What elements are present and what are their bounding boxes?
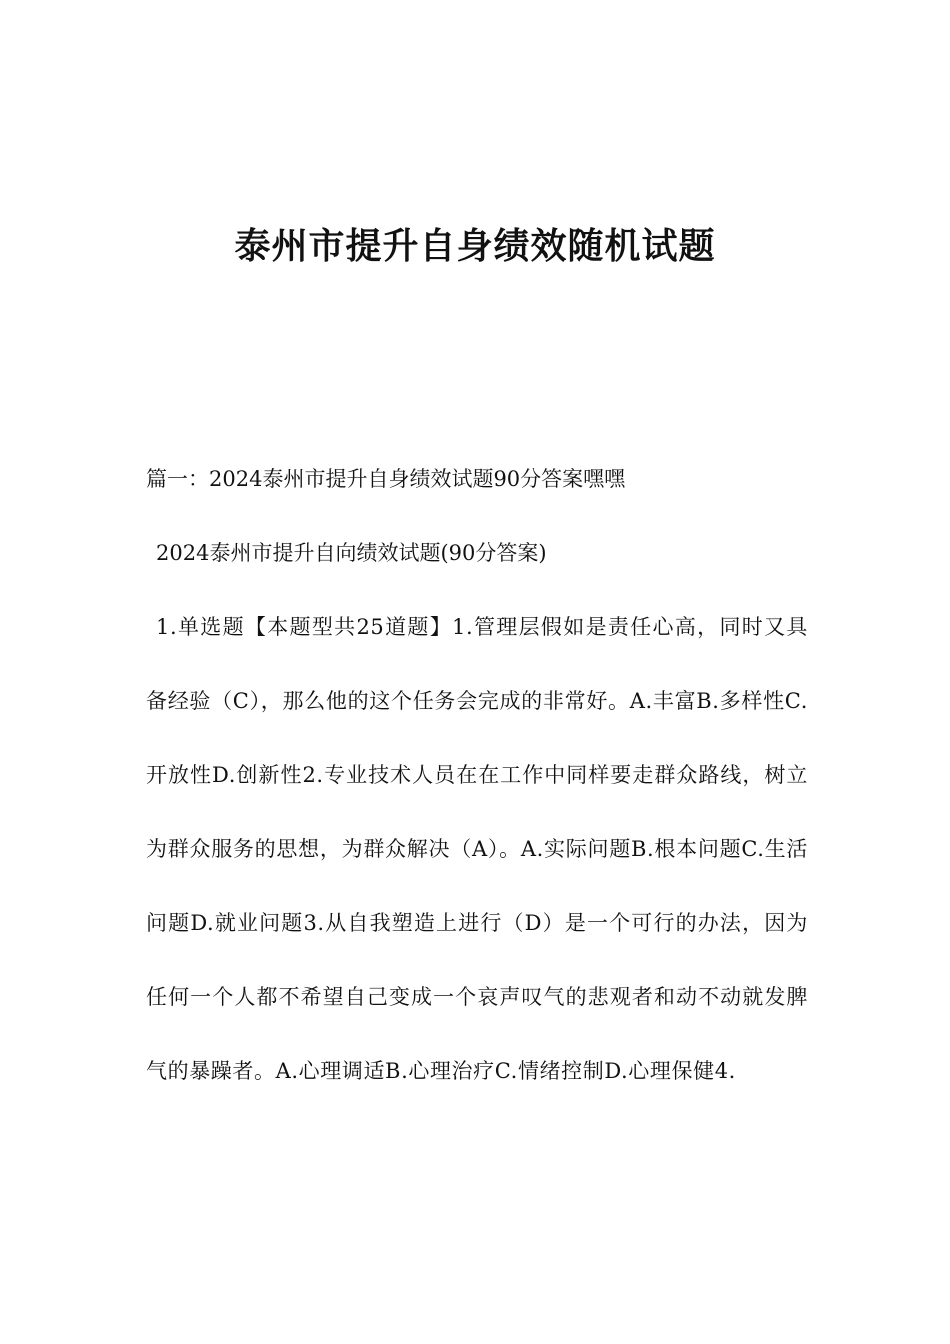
question-paragraph: 1.单选题【本题型共25道题】1.管理层假如是责任心高，同时又具备经验（C），那么他的这个任务会完成的非常好。A.丰富B.多样性C.开放性D.创新性2.专业技术人员在在工作中同样要走群众路线，树立为群众服务的思想，为群众解决（A）。A.实际问题B.根本问题C.生活问题D.就业问题3.从自我塑造上进行（D）是一个可行的办法，因为任何一个人都不希望自己变成一个哀声叹气的悲观者和动不动就发脾气的暴躁者。A.心理调适B.心理治疗C.情绪控制D.心理保健4.: [146, 615, 808, 1083]
document-body: [146, 456, 808, 1108]
section-heading: 篇一：2024泰州市提升自身绩效试题90分答案嘿嘿: [146, 467, 626, 491]
document-title: 泰州市提升自身绩效随机试题: [234, 226, 716, 267]
section-subheading: 2024泰州市提升自向绩效试题(90分答案): [156, 541, 547, 565]
